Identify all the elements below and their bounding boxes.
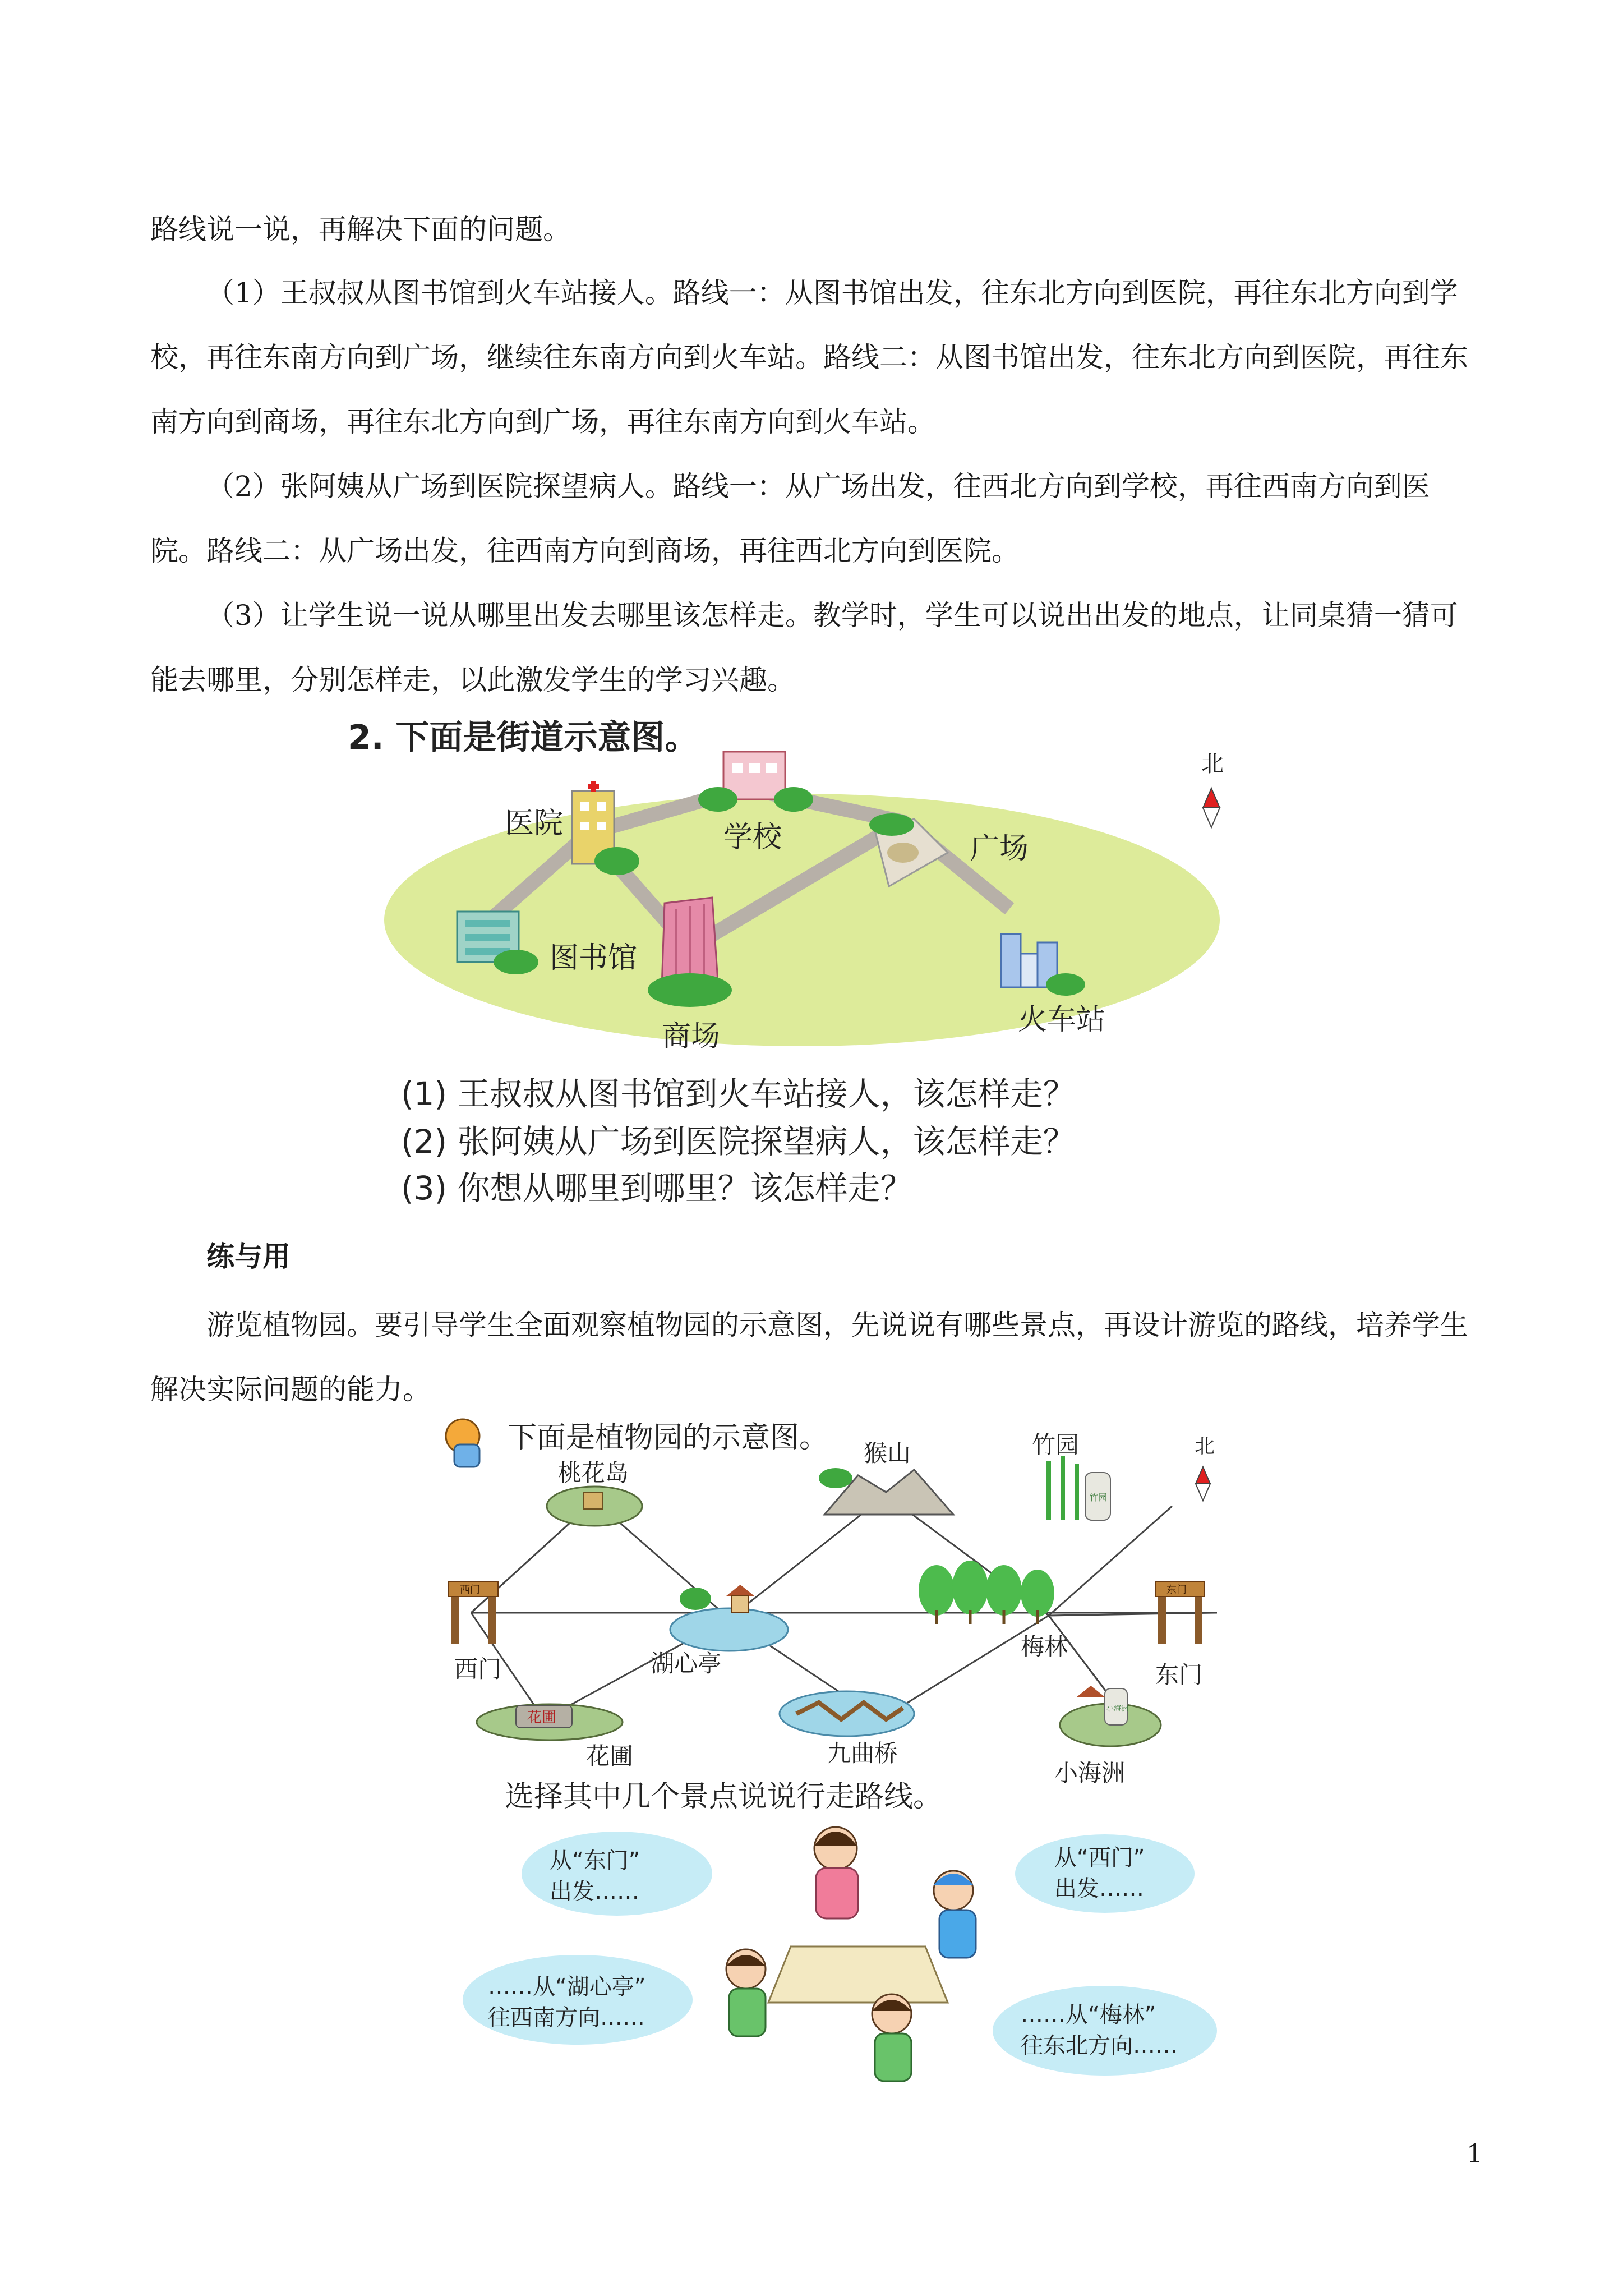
garden-map-title: 下面是植物园的示意图。 — [508, 1421, 829, 1455]
speech-bubble — [522, 1832, 712, 1916]
sign-flower-garden: 花圃 — [527, 1709, 557, 1726]
north-arrow-icon — [1195, 1435, 1215, 1501]
paragraph-question-1: （1）王叔叔从图书馆到火车站接人。路线一：从图书馆出发，往东北方向到医院，再往东北方向到学校，再往东南方向到广场，继续往东南方向到火车站。路线二：从图书馆出发，往东北方向到医院，再往东南方向到商场，再往东北方向到广场，再往东南方向到火车站。 — [150, 277, 1468, 438]
garden-paths — [471, 1495, 1217, 1719]
paragraph-intro: 路线说一说，再解决下面的问题。 — [150, 213, 571, 246]
paragraph-question-2: （2）张阿姨从广场到医院探望病人。路线一：从广场出发，往西北方向到学校，再往西南方向到医院。路线二：从广场出发，往西南方向到商场，再往西北方向到医院。 — [150, 470, 1430, 567]
speech-bubble — [993, 1986, 1217, 2076]
section-heading: 练与用 — [206, 1240, 291, 1273]
svg-text:北: 北 — [1201, 751, 1224, 777]
children-illustration — [726, 1827, 976, 2081]
place-hospital: 医院 — [505, 807, 564, 840]
speech-bubble — [1015, 1834, 1195, 1913]
sign-small-island: 小海洲 — [1106, 1705, 1129, 1713]
north-arrow-icon — [1201, 751, 1224, 827]
place-school: 学校 — [723, 821, 782, 854]
spot-flower-garden: 花圃 — [586, 1742, 634, 1770]
sign-bamboo: 竹园 — [1089, 1492, 1108, 1503]
spot-peach-island: 桃花岛 — [558, 1459, 629, 1487]
speech-bubble — [463, 1955, 693, 2045]
page-number: 1 — [1467, 2138, 1483, 2169]
bamboo-garden-icon — [1049, 1456, 1110, 1520]
peach-island-icon — [547, 1487, 642, 1526]
street-map-figure — [336, 712, 1262, 1217]
figure-question-3: (3) 你想从哪里到哪里？该怎样走？ — [401, 1169, 913, 1207]
svg-text:北: 北 — [1195, 1435, 1215, 1458]
garden-instruction: 选择其中几个景点说说行走路线。 — [505, 1780, 943, 1814]
sign-west-gate: 西门 — [460, 1584, 480, 1596]
botanical-garden-figure — [432, 1408, 1251, 2115]
spot-zigzag-bridge: 九曲桥 — [827, 1740, 898, 1767]
zigzag-bridge-icon — [780, 1691, 914, 1736]
mascot-icon — [446, 1419, 479, 1467]
sign-east-gate: 东门 — [1166, 1584, 1187, 1596]
svg-text:出发……: 出发…… — [550, 1879, 639, 1904]
svg-text:往东北方向……: 往东北方向…… — [1021, 2033, 1178, 2059]
street-map-title: 2. 下面是街道示意图。 — [348, 718, 699, 757]
spot-small-island: 小海洲 — [1054, 1759, 1126, 1787]
small-island-icon — [1060, 1686, 1161, 1746]
paragraph-question-3: （3）让学生说一说从哪里出发去哪里该怎样走。教学时，学生可以说出出发的地点，让同桌猜一猜可能去哪里，分别怎样走，以此激发学生的学习兴趣。 — [150, 599, 1458, 696]
spot-lake-pavilion: 湖心亭 — [651, 1650, 722, 1677]
svg-text:……从“梅林”: ……从“梅林” — [1021, 2002, 1156, 2028]
svg-text:从“东门”: 从“东门” — [550, 1848, 640, 1874]
figure-question-2: (2) 张阿姨从广场到医院探望病人，该怎样走？ — [401, 1122, 1076, 1161]
spot-east-gate: 东门 — [1155, 1661, 1203, 1688]
spot-monkey-hill: 猴山 — [864, 1439, 911, 1467]
svg-text:出发……: 出发…… — [1054, 1876, 1144, 1902]
paragraph-practice: 游览植物园。要引导学生全面观察植物园的示意图，先说说有哪些景点，再设计游览的路线，培养学生解决实际问题的能力。 — [150, 1309, 1468, 1406]
svg-text:……从“湖心亭”: ……从“湖心亭” — [488, 1974, 646, 2000]
place-square: 广场 — [970, 832, 1029, 866]
flower-garden-icon — [477, 1704, 623, 1740]
lake-pavilion-icon — [670, 1585, 788, 1651]
place-station: 火车站 — [1018, 1003, 1106, 1037]
monkey-hill-icon — [819, 1468, 953, 1515]
svg-text:从“西门”: 从“西门” — [1054, 1845, 1145, 1871]
spot-west-gate: 西门 — [454, 1655, 502, 1683]
spot-bamboo-garden: 竹园 — [1032, 1431, 1080, 1458]
place-library: 图书馆 — [550, 941, 638, 975]
spot-plum-forest: 梅林 — [1021, 1633, 1068, 1660]
svg-text:往西南方向……: 往西南方向…… — [488, 2005, 645, 2031]
place-mall: 商场 — [662, 1020, 721, 1053]
figure-question-1: (1) 王叔叔从图书馆到火车站接人，该怎样走？ — [401, 1075, 1076, 1113]
